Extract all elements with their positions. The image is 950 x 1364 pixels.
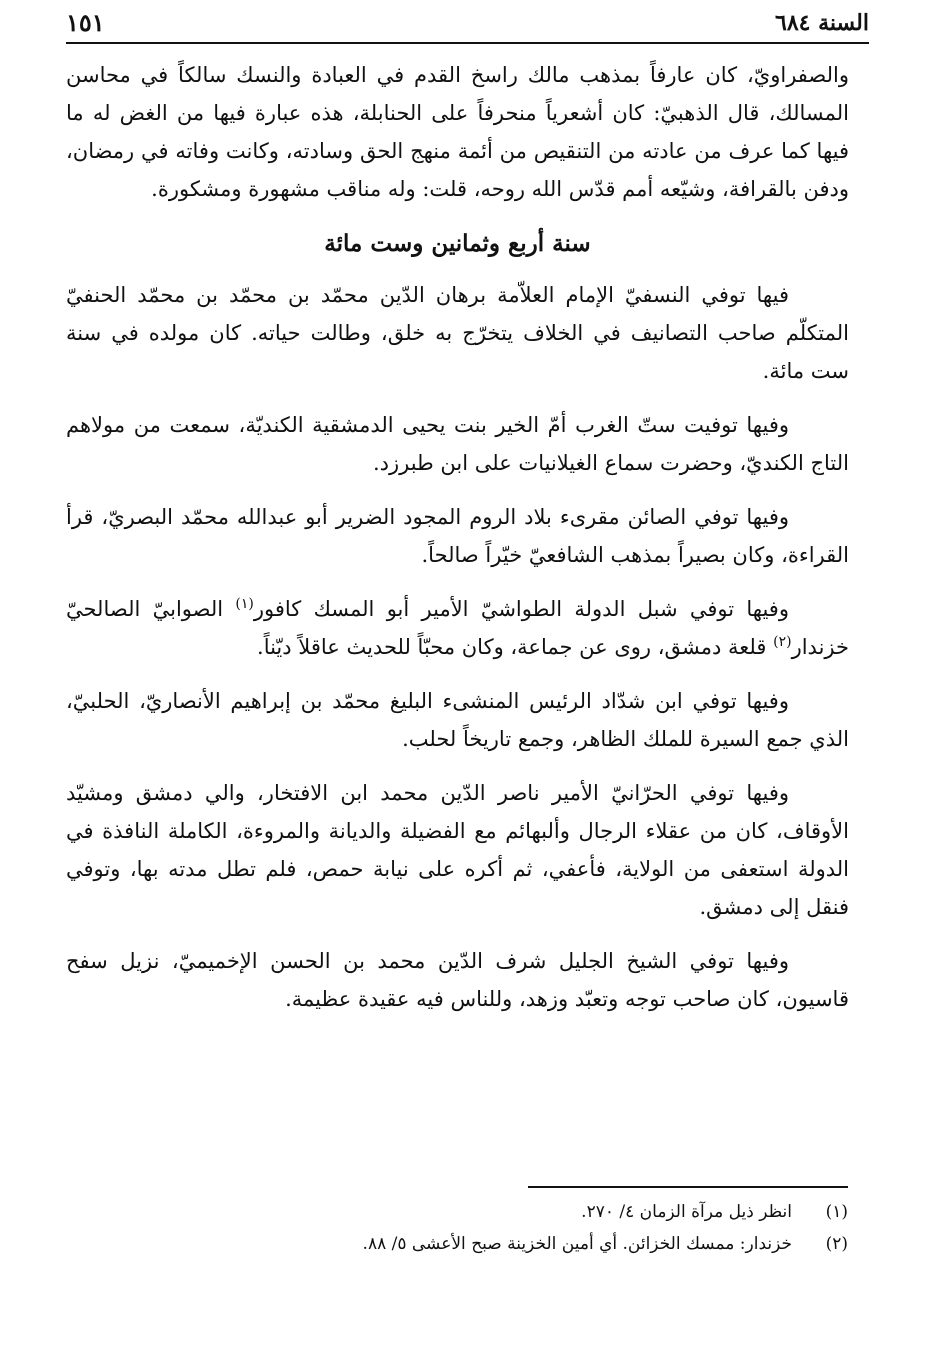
entry-paragraph xyxy=(66,590,849,666)
continuation-paragraph: والصفراويّ، كان عارفاً بمذهب مالك راسخ القدم في العبادة والنسك سالكاً في محاسن المسالك، قال الذهبيّ: كان أشعرياً منحرفاً على الحنابلة، هذه عبارة فيها من الغض له ما فيها كما عرف من عادته من التنقيص من أئمة منهج الحق وسادته، وكانت وفاته في رمضان، ودفن بالقرافة، وشيّعه أمم قدّس الله روحه، قلت: وله مناقب مشهورة ومشكورة. xyxy=(66,63,849,201)
entry-text: قلعة دمشق، روى عن جماعة، وكان محبّاً للحديث عاقلاً ديّناً. xyxy=(257,635,774,659)
entry-text: وفيها توفي الحرّانيّ الأمير ناصر الدّين محمد ابن الافتخار، والي دمشق ومشيّد الأوقاف، كان من عقلاء الرجال وألبهائم مع الفضيلة والديانة والمروءة، الكاملة النافذة في الدولة استعفى من الولاية، فأعفي، ثم أكره على نيابة حمص، فلم تطل مدته بها، وتوفي فنقل إلى دمشق. xyxy=(66,781,849,919)
page-number: ١٥١ xyxy=(66,8,105,37)
entry-paragraph xyxy=(66,276,849,390)
entry-text: وفيها توفي الشيخ الجليل شرف الدّين محمد بن الحسن الإخميميّ، نزيل سفح قاسيون، كان صاحب توجه وتعبّد وزهد، وللناس فيه عقيدة عظيمة. xyxy=(66,949,849,1011)
entry-text: وفيها توفي شبل الدولة الطواشيّ الأمير أبو المسك كافور xyxy=(253,597,789,621)
entry-text: وفيها توفي ابن شدّاد الرئيس المنشىء البليغ محمّد بن إبراهيم الأنصاريّ، الحلبيّ، الذي جمع السيرة للملك الظاهر، وجمع تاريخاً لحلب. xyxy=(66,689,849,751)
entry-paragraph xyxy=(66,682,849,758)
entry-text: وفيها توفي الصائن مقرىء بلاد الروم المجود الضرير أبو عبدالله محمّد البصريّ، قرأ القراءة، وكان بصيراً بمذهب الشافعيّ خيّراً صالحاً. xyxy=(66,505,849,567)
footnote-number: (١) xyxy=(825,1202,848,1222)
entry-paragraph xyxy=(66,942,849,1018)
entry-paragraph xyxy=(66,498,849,574)
footnote-number: (٢) xyxy=(825,1234,848,1254)
entry-paragraph xyxy=(66,774,849,926)
entry-text: وفيها توفيت ستّ الغرب أمّ الخير بنت يحيى الدمشقية الكنديّة، سمعت من مولاهم التاج الكنديّ، وحضرت سماع الغيلانيات على ابن طبرزد. xyxy=(66,413,849,475)
footnote-text: خزندار: ممسك الخزائن. أي أمين الخزينة صبح الأعشى ٥/ ٨٨. xyxy=(362,1234,792,1254)
footnote-reference-2: (٢) xyxy=(773,634,792,650)
section-heading: سنة أربع وثمانين وست مائة xyxy=(324,230,591,257)
running-head-year: السنة ٦٨٤ xyxy=(775,10,869,36)
footnote-text: انظر ذيل مرآة الزمان ٤/ ٢٧٠. xyxy=(581,1202,792,1222)
footnote-item xyxy=(200,1228,848,1260)
footnotes xyxy=(200,1196,848,1260)
footnote-divider xyxy=(528,1186,848,1188)
page-header xyxy=(66,4,869,44)
entry-text: الصوابيّ الصالحيّ خزندار xyxy=(66,597,849,659)
footnote-reference-1: (١) xyxy=(235,596,254,612)
entry-paragraph xyxy=(66,406,849,482)
entry-text: فيها توفي النسفيّ الإمام العلاّمة برهان الدّين محمّد بن محمّد بن محمّد الحنفيّ المتكلّم صاحب التصانيف في الخلاف يتخرّج به خلق، وطالت حياته. كان مولده في سنة ست مائة. xyxy=(66,283,849,383)
page-body xyxy=(66,56,849,1034)
footnote-item xyxy=(200,1196,848,1228)
